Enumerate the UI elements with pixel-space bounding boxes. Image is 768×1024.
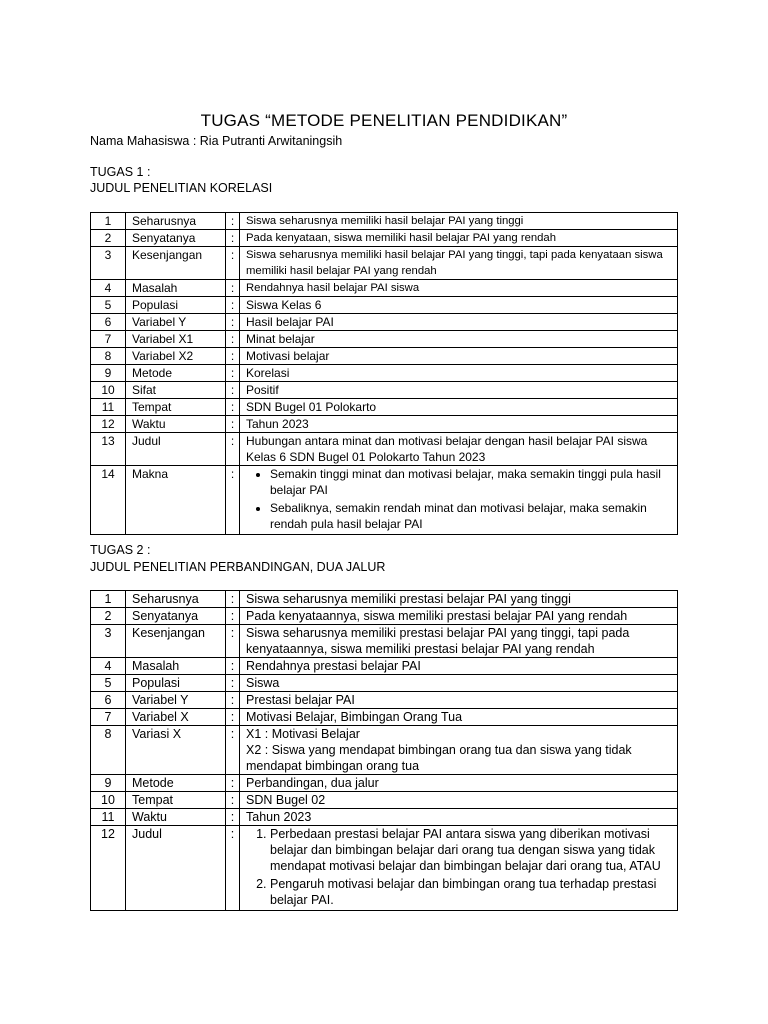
table-row	[91, 692, 678, 709]
row-colon: :	[226, 280, 240, 297]
row-number: 4	[91, 280, 126, 297]
table-row	[91, 466, 678, 535]
row-colon: :	[226, 382, 240, 399]
table-row	[91, 230, 678, 247]
row-label: Variabel X2	[126, 348, 226, 365]
row-colon: :	[226, 230, 240, 247]
row-value: Siswa seharusnya memiliki hasil belajar PAI yang tinggi, tapi pada kenyataan siswa memiliki hasil belajar PAI yang rendah	[240, 247, 678, 280]
row-label: Populasi	[126, 297, 226, 314]
table-row	[91, 675, 678, 692]
row-label: Variabel Y	[126, 692, 226, 709]
row-value	[240, 726, 678, 775]
row-label: Masalah	[126, 280, 226, 297]
row-value: Siswa seharusnya memiliki prestasi belajar PAI yang tinggi	[240, 591, 678, 608]
row-value: Pada kenyataannya, siswa memiliki prestasi belajar PAI yang rendah	[240, 608, 678, 625]
row-colon: :	[226, 466, 240, 535]
row-value: Rendahnya hasil belajar PAI siswa	[240, 280, 678, 297]
row-number: 11	[91, 399, 126, 416]
row-colon: :	[226, 726, 240, 775]
table-row	[91, 809, 678, 826]
row-value: Korelasi	[240, 365, 678, 382]
task2-heading: TUGAS 2 :	[90, 543, 151, 557]
row-label: Kesenjangan	[126, 625, 226, 658]
row-number: 11	[91, 809, 126, 826]
row-number: 12	[91, 416, 126, 433]
row-number: 6	[91, 692, 126, 709]
row-number: 6	[91, 314, 126, 331]
row-value: SDN Bugel 02	[240, 792, 678, 809]
row-colon: :	[226, 247, 240, 280]
row-label: Tempat	[126, 792, 226, 809]
row-label: Seharusnya	[126, 591, 226, 608]
row-number: 2	[91, 608, 126, 625]
table-row	[91, 433, 678, 466]
list-item: • Sebaliknya, semakin rendah minat dan motivasi belajar, maka semakin rendah pula hasil belajar PAI	[270, 500, 671, 532]
table-row	[91, 382, 678, 399]
row-label: Makna	[126, 466, 226, 535]
table-row	[91, 280, 678, 297]
variasi-x2: X2 : Siswa yang mendapat bimbingan orang tua dan siswa yang tidak mendapat bimbingan orang tua	[246, 743, 632, 773]
row-label: Metode	[126, 775, 226, 792]
row-number: 5	[91, 675, 126, 692]
row-colon: :	[226, 399, 240, 416]
row-value: Positif	[240, 382, 678, 399]
row-colon: :	[226, 591, 240, 608]
row-number: 3	[91, 625, 126, 658]
row-label: Metode	[126, 365, 226, 382]
table-row	[91, 399, 678, 416]
table-row	[91, 247, 678, 280]
row-value: Siswa seharusnya memiliki prestasi belajar PAI yang tinggi, tapi pada kenyataannya, siswa memiliki prestasi belajar PAI yang rendah	[240, 625, 678, 658]
numbered-list	[246, 826, 671, 908]
document-title: TUGAS “METODE PENELITIAN PENDIDIKAN”	[200, 111, 568, 130]
table-row	[91, 658, 678, 675]
table-row	[91, 348, 678, 365]
row-number: 4	[91, 658, 126, 675]
row-label: Senyatanya	[126, 608, 226, 625]
row-value: Tahun 2023	[240, 416, 678, 433]
row-colon: :	[226, 433, 240, 466]
table-row	[91, 213, 678, 230]
row-value: Motivasi belajar	[240, 348, 678, 365]
row-colon: :	[226, 213, 240, 230]
table-row	[91, 591, 678, 608]
table-row	[91, 297, 678, 314]
row-number: 14	[91, 466, 126, 535]
row-label: Waktu	[126, 809, 226, 826]
table-row	[91, 826, 678, 911]
row-value: Siswa	[240, 675, 678, 692]
row-number: 7	[91, 331, 126, 348]
row-colon: :	[226, 709, 240, 726]
task1-subheading: JUDUL PENELITIAN KORELASI	[90, 181, 273, 195]
task1-heading: TUGAS 1 :	[90, 165, 151, 179]
row-label: Tempat	[126, 399, 226, 416]
bullet-list	[246, 466, 671, 532]
row-number: 1	[91, 213, 126, 230]
row-label: Variabel X1	[126, 331, 226, 348]
row-number: 7	[91, 709, 126, 726]
row-label: Masalah	[126, 658, 226, 675]
row-label: Variabel Y	[126, 314, 226, 331]
row-number: 9	[91, 365, 126, 382]
row-value: Siswa seharusnya memiliki hasil belajar PAI yang tinggi	[240, 213, 678, 230]
row-number: 13	[91, 433, 126, 466]
row-colon: :	[226, 314, 240, 331]
row-number: 1	[91, 591, 126, 608]
row-value	[240, 826, 678, 911]
row-label: Variasi X	[126, 726, 226, 775]
list-item: • Semakin tinggi minat dan motivasi belajar, maka semakin tinggi pula hasil belajar PAI	[270, 466, 671, 498]
table-row	[91, 608, 678, 625]
row-label: Judul	[126, 433, 226, 466]
table-row	[91, 775, 678, 792]
row-colon: :	[226, 775, 240, 792]
task1-table-body	[91, 213, 678, 535]
task2-table-body	[91, 591, 678, 911]
row-value	[240, 466, 678, 535]
row-label: Populasi	[126, 675, 226, 692]
variasi-x1: X1 : Motivasi Belajar	[246, 727, 360, 741]
row-value: Rendahnya prestasi belajar PAI	[240, 658, 678, 675]
row-colon: :	[226, 331, 240, 348]
row-colon: :	[226, 826, 240, 911]
row-colon: :	[226, 625, 240, 658]
table-row	[91, 709, 678, 726]
row-number: 12	[91, 826, 126, 911]
row-label: Judul	[126, 826, 226, 911]
row-colon: :	[226, 608, 240, 625]
task2-subheading: JUDUL PENELITIAN PERBANDINGAN, DUA JALUR	[90, 560, 386, 574]
row-value: Prestasi belajar PAI	[240, 692, 678, 709]
row-colon: :	[226, 416, 240, 433]
task1-table	[90, 212, 678, 535]
row-number: 2	[91, 230, 126, 247]
table-row	[91, 726, 678, 775]
row-label: Variabel X	[126, 709, 226, 726]
row-number: 10	[91, 792, 126, 809]
row-value: Siswa Kelas 6	[240, 297, 678, 314]
row-value: Motivasi Belajar, Bimbingan Orang Tua	[240, 709, 678, 726]
table-row	[91, 625, 678, 658]
task2-table	[90, 590, 678, 911]
list-item: 1. Perbedaan prestasi belajar PAI antara siswa yang diberikan motivasi belajar dan bimbingan belajar dari orang tua dengan siswa yang tidak mendapat motivasi belajar dan bimbingan belajar dari orang tua, ATAU	[270, 826, 671, 874]
table-row	[91, 416, 678, 433]
row-colon: :	[226, 348, 240, 365]
table-row	[91, 365, 678, 382]
row-value: Pada kenyataan, siswa memiliki hasil belajar PAI yang rendah	[240, 230, 678, 247]
row-colon: :	[226, 675, 240, 692]
row-colon: :	[226, 692, 240, 709]
row-number: 10	[91, 382, 126, 399]
row-label: Seharusnya	[126, 213, 226, 230]
row-value: Hubungan antara minat dan motivasi belajar dengan hasil belajar PAI siswa Kelas 6 SDN Bugel 01 Polokarto Tahun 2023	[240, 433, 678, 466]
row-label: Waktu	[126, 416, 226, 433]
row-colon: :	[226, 297, 240, 314]
row-value: Hasil belajar PAI	[240, 314, 678, 331]
table-row	[91, 792, 678, 809]
row-number: 5	[91, 297, 126, 314]
row-number: 9	[91, 775, 126, 792]
row-value: Tahun 2023	[240, 809, 678, 826]
row-colon: :	[226, 792, 240, 809]
student-name: Nama Mahasiswa : Ria Putranti Arwitaningsih	[90, 134, 343, 148]
row-value: Minat belajar	[240, 331, 678, 348]
row-colon: :	[226, 809, 240, 826]
row-number: 8	[91, 348, 126, 365]
row-colon: :	[226, 365, 240, 382]
row-number: 8	[91, 726, 126, 775]
row-value: Perbandingan, dua jalur	[240, 775, 678, 792]
row-label: Kesenjangan	[126, 247, 226, 280]
table-row	[91, 331, 678, 348]
list-item: 2. Pengaruh motivasi belajar dan bimbingan orang tua terhadap prestasi belajar PAI.	[270, 876, 671, 908]
row-colon: :	[226, 658, 240, 675]
row-label: Senyatanya	[126, 230, 226, 247]
row-number: 3	[91, 247, 126, 280]
table-row	[91, 314, 678, 331]
row-value: SDN Bugel 01 Polokarto	[240, 399, 678, 416]
row-label: Sifat	[126, 382, 226, 399]
